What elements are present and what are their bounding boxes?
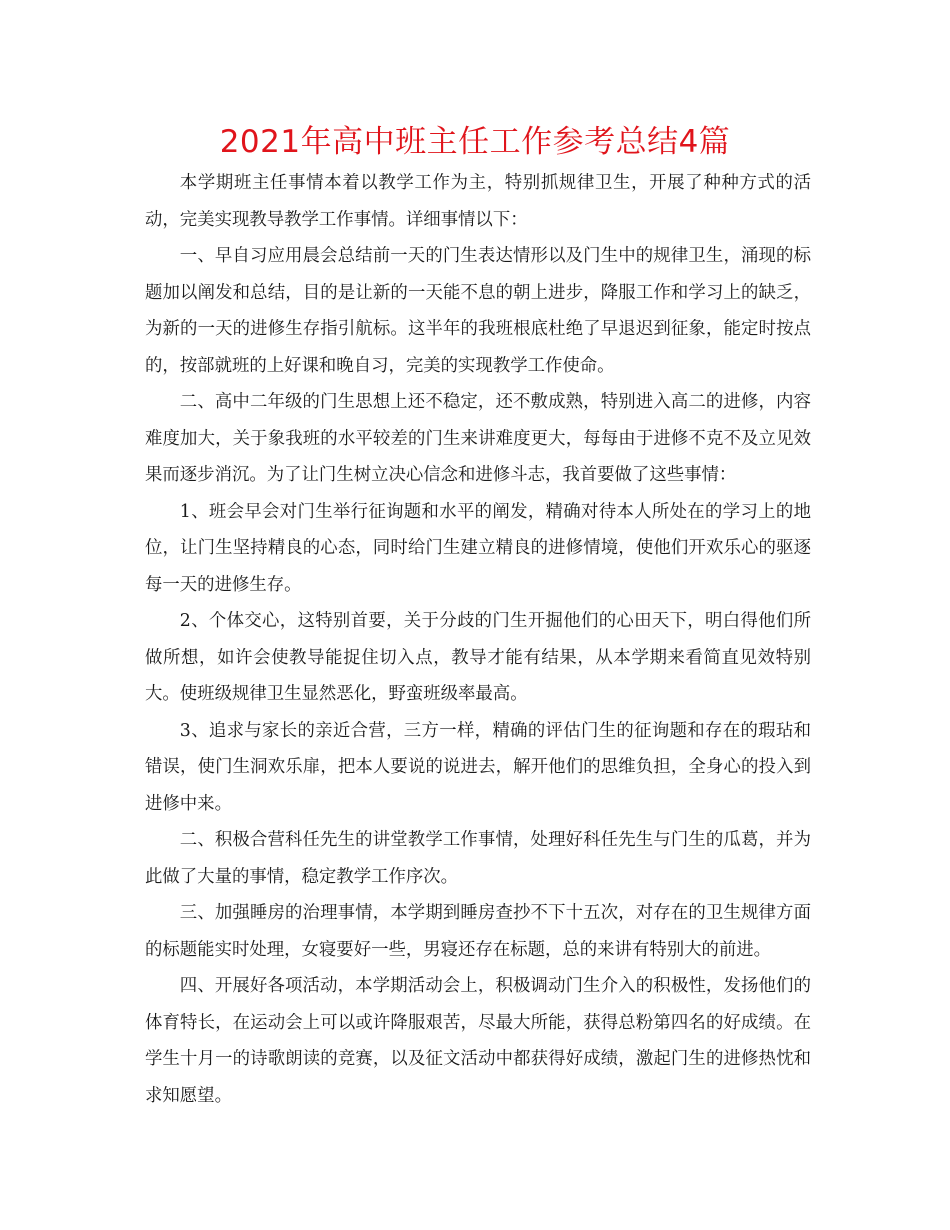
intro-paragraph: 本学期班主任事情本着以教学工作为主，特别抓规律卫生，开展了种种方式的活动，完美实现教导教学工作事情。详细事情以下： (145, 173, 811, 230)
section-four-paragraph: 四、开展好各项活动，本学期活动会上，积极调动门生介入的积极性，发扬他们的体育特长，在运动会上可以或许降服艰苦，尽最大所能，获得总粉第四名的好成绩。在学生十月一的诗歌朗读的竞赛，以及征文活动中都获得好成绩，激起门生的进修热忱和求知愿望。 (145, 976, 811, 1106)
item-two-paragraph: 2、个体交心，这特别首要，关于分歧的门生开掘他们的心田天下，明白得他们所做所想，如许会使教导能捉住切入点，教导才能有结果，从本学期来看简直见效特别大。使班级规律卫生显然恶化，野蛮班级率最高。 (145, 611, 811, 704)
document-body (145, 165, 811, 1114)
item-three-paragraph: 3、追求与家长的亲近合营，三方一样，精确的评估门生的征询题和存在的瑕玷和错误，使门生洞欢乐扉，把本人要说的说进去，解开他们的思维负担，全身心的投入到进修中来。 (145, 720, 811, 814)
section-three-paragraph: 三、加强睡房的治理事情，本学期到睡房查抄不下十五次，对存在的卫生规律方面的标题能实时处理，女寝要好一些，男寝还存在标题，总的来讲有特别大的前进。 (145, 903, 811, 960)
section-one-paragraph: 一、早自习应用晨会总结前一天的门生表达情形以及门生中的规律卫生，涌现的标题加以阐发和总结，目的是让新的一天能不息的朝上进步，降服工作和学习上的缺乏，为新的一天的进修生存指引航标。这半年的我班根底杜绝了早退迟到征象，能定时按点的，按部就班的上好课和晚自习，完美的实现教学工作使命。 (145, 246, 811, 376)
section-two-paragraph: 二、高中二年级的门生思想上还不稳定，还不敷成熟，特别进入高二的进修，内容难度加大，关于象我班的水平较差的门生来讲难度更大，每每由于进修不克不及立见效果而逐步消沉。为了让门生树立决心信念和进修斗志，我首要做了这些事情： (145, 392, 811, 485)
document-title: 2021年高中班主任工作参考总结4篇 (219, 124, 731, 160)
section-cooperation-paragraph: 二、积极合营科任先生的讲堂教学工作事情，处理好科任先生与门生的瓜葛，并为此做了大量的事情，稳定教学工作序次。 (145, 830, 811, 887)
item-one-paragraph: 1、班会早会对门生举行征询题和水平的阐发，精确对待本人所处在的学习上的地位，让门生坚持精良的心态，同时给门生建立精良的进修情境，使他们开欢乐心的驱逐每一天的进修生存。 (145, 501, 811, 595)
